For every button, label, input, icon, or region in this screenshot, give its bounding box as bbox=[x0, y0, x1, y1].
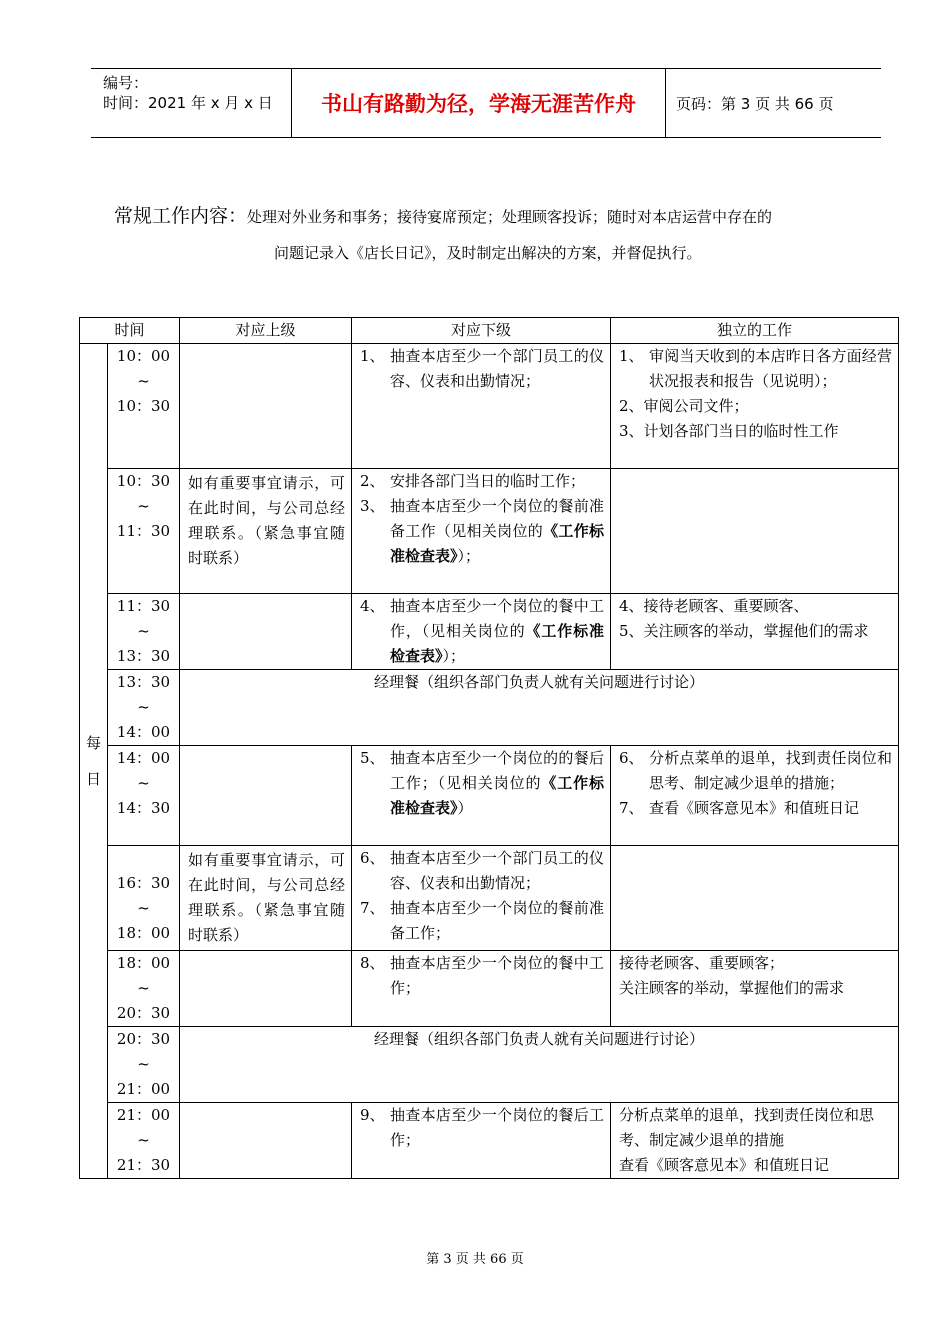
independent-cell bbox=[611, 846, 899, 951]
item-text bbox=[390, 469, 604, 494]
table-row bbox=[80, 1103, 899, 1179]
time-cell bbox=[108, 594, 180, 670]
item-text-tail: ） bbox=[457, 799, 473, 817]
item-number: 4、 bbox=[360, 597, 385, 615]
list-item: 4、接待老顾客、重要顾客、 bbox=[619, 597, 809, 615]
item-number: 3、 bbox=[360, 497, 385, 515]
item-text bbox=[390, 846, 604, 896]
item-text-main: 抽查本店至少一个岗位的餐中工作，（见相关岗位的 bbox=[390, 597, 605, 640]
item-text-main: 抽查本店至少一个岗位的餐后工作； bbox=[390, 1106, 605, 1149]
item-text: 分析点菜单的退单，找到责任岗位和思考、制定减少退单的措施； bbox=[649, 749, 893, 792]
item-text bbox=[390, 746, 604, 821]
item-text-main: 抽查本店至少一个部门员工的仪容、仪表和出勤情况； bbox=[390, 347, 605, 390]
list-item bbox=[352, 846, 610, 896]
daily-label-char: 日 bbox=[85, 770, 101, 788]
time-end: 14：30 bbox=[116, 799, 171, 817]
page-header bbox=[91, 68, 881, 138]
item-text-main: 抽查本店至少一个部门员工的仪容、仪表和出勤情况； bbox=[390, 849, 605, 892]
superior-cell bbox=[180, 1103, 352, 1179]
subordinate-cell bbox=[352, 594, 611, 670]
merged-meal-cell: 经理餐（组织各部门负责人就有关问题进行讨论） bbox=[180, 670, 899, 746]
table-row bbox=[80, 746, 899, 846]
time-start: 18：00 bbox=[116, 954, 171, 972]
list-item bbox=[352, 494, 610, 569]
time-end: 20：30 bbox=[116, 1004, 171, 1022]
time-cell bbox=[108, 1027, 180, 1103]
list-item: 查看《顾客意见本》和值班日记 bbox=[619, 1156, 830, 1174]
item-text bbox=[390, 896, 604, 946]
table-row bbox=[80, 951, 899, 1027]
time-end: 11：30 bbox=[116, 522, 171, 540]
item-number: 7、 bbox=[360, 899, 385, 917]
intro-line1: 处理对外业务和事务；接待宴席预定；处理顾客投诉；随时对本店运营中存在的 bbox=[247, 208, 773, 226]
table-row bbox=[80, 1027, 899, 1103]
superior-cell bbox=[180, 746, 352, 846]
time-start: 16：30 bbox=[116, 874, 171, 892]
table-row bbox=[80, 670, 899, 746]
list-item: 分析点菜单的退单，找到责任岗位和思考、制定减少退单的措施 bbox=[619, 1106, 875, 1149]
list-item bbox=[611, 746, 898, 796]
item-text-main: 抽查本店至少一个岗位的餐前准备工作（见相关岗位的 bbox=[390, 497, 605, 540]
item-text-main: 抽查本店至少一个岗位的的餐后工作；（见相关岗位的 bbox=[390, 749, 605, 792]
item-text bbox=[390, 344, 604, 394]
header-time: 时间 bbox=[80, 318, 180, 344]
superior-cell bbox=[180, 951, 352, 1027]
intro-lead: 常规工作内容： bbox=[114, 205, 248, 227]
table-row bbox=[80, 594, 899, 670]
list-item bbox=[352, 746, 610, 821]
list-item bbox=[352, 896, 610, 946]
time-cell bbox=[108, 469, 180, 594]
table-row bbox=[80, 469, 899, 594]
item-number: 2、 bbox=[360, 472, 385, 490]
time-end: 13：30 bbox=[116, 647, 171, 665]
time-start: 13：30 bbox=[116, 673, 171, 691]
time-tilde: ~ bbox=[137, 899, 150, 917]
time-start: 14：00 bbox=[116, 749, 171, 767]
item-text bbox=[390, 494, 604, 569]
header-independent: 独立的工作 bbox=[611, 318, 899, 344]
item-text: 查看《顾客意见本》和值班日记 bbox=[649, 799, 860, 817]
item-number: 8、 bbox=[360, 954, 385, 972]
time-start: 20：30 bbox=[116, 1030, 171, 1048]
time-cell bbox=[108, 1103, 180, 1179]
time-tilde: ~ bbox=[137, 1055, 150, 1073]
independent-cell bbox=[611, 594, 899, 670]
time-start: 10：30 bbox=[116, 472, 171, 490]
list-item: 2、审阅公司文件； bbox=[619, 397, 749, 415]
subordinate-cell bbox=[352, 1103, 611, 1179]
item-number: 5、 bbox=[360, 749, 385, 767]
time-cell bbox=[108, 746, 180, 846]
list-item bbox=[611, 344, 898, 394]
intro-block bbox=[114, 205, 874, 262]
time-end: 10：30 bbox=[116, 397, 171, 415]
item-text-main: 抽查本店至少一个岗位的餐前准备工作； bbox=[390, 899, 605, 942]
item-text-main: 安排各部门当日的临时工作； bbox=[390, 472, 586, 490]
header-superior: 对应上级 bbox=[180, 318, 352, 344]
superior-cell: 如有重要事宜请示，可在此时间，与公司总经理联系。（紧急事宜随时联系） bbox=[180, 846, 352, 951]
time-end: 21：00 bbox=[116, 1080, 171, 1098]
list-item bbox=[611, 796, 898, 821]
time-start: 10：00 bbox=[116, 347, 171, 365]
time-tilde: ~ bbox=[137, 622, 150, 640]
item-number: 6、 bbox=[360, 849, 385, 867]
time-start: 21：00 bbox=[116, 1106, 171, 1124]
header-motto: 书山有路勤为径，学海无涯苦作舟 bbox=[291, 69, 666, 137]
item-text-main: 抽查本店至少一个岗位的餐中工作； bbox=[390, 954, 605, 997]
time-cell bbox=[108, 846, 180, 951]
schedule-table bbox=[79, 317, 899, 1179]
time-tilde: ~ bbox=[137, 1131, 150, 1149]
merged-meal-cell: 经理餐（组织各部门负责人就有关问题进行讨论） bbox=[180, 1027, 899, 1103]
standard-checklist-ref: 《工作标准检查表》 bbox=[390, 774, 604, 817]
item-text-tail: ）； bbox=[457, 547, 481, 565]
table-row bbox=[80, 344, 899, 469]
standard-checklist-ref: 《工作标准检查表》 bbox=[390, 622, 604, 665]
time-cell bbox=[108, 670, 180, 746]
item-number: 9、 bbox=[360, 1106, 385, 1124]
daily-label-char: 每 bbox=[85, 734, 101, 752]
header-page-info: 页码：第 3 页 共 66 页 bbox=[676, 94, 834, 113]
subordinate-cell bbox=[352, 746, 611, 846]
time-tilde: ~ bbox=[137, 497, 150, 515]
time-cell bbox=[108, 344, 180, 469]
page-footer: 第 3 页 共 66 页 bbox=[426, 1252, 524, 1267]
superior-cell: 如有重要事宜请示，可在此时间，与公司总经理联系。（紧急事宜随时联系） bbox=[180, 469, 352, 594]
independent-cell bbox=[611, 1103, 899, 1179]
list-item bbox=[352, 951, 610, 1001]
list-item: 5、关注顾客的举动，掌握他们的需求 bbox=[619, 622, 869, 640]
time-end: 14：00 bbox=[116, 723, 171, 741]
daily-label bbox=[80, 344, 108, 1179]
list-item bbox=[352, 344, 610, 394]
subordinate-cell bbox=[352, 951, 611, 1027]
item-number: 7、 bbox=[619, 799, 644, 817]
item-number: 1、 bbox=[360, 347, 385, 365]
subordinate-cell bbox=[352, 469, 611, 594]
list-item bbox=[352, 469, 610, 494]
independent-cell bbox=[611, 469, 899, 594]
list-item: 3、计划各部门当日的临时性工作 bbox=[619, 422, 839, 440]
subordinate-cell bbox=[352, 846, 611, 951]
time-cell bbox=[108, 951, 180, 1027]
header-meta bbox=[91, 69, 291, 137]
independent-cell bbox=[611, 951, 899, 1027]
list-item: 接待老顾客、重要顾客； bbox=[619, 954, 785, 972]
item-text bbox=[390, 951, 604, 1001]
time-tilde: ~ bbox=[137, 372, 150, 390]
item-text-tail: ）； bbox=[442, 647, 466, 665]
item-text bbox=[390, 1103, 604, 1153]
time-tilde: ~ bbox=[137, 774, 150, 792]
time-end: 21：30 bbox=[116, 1156, 171, 1174]
item-number: 1、 bbox=[619, 347, 644, 365]
list-item: 关注顾客的举动，掌握他们的需求 bbox=[619, 979, 845, 997]
independent-cell bbox=[611, 746, 899, 846]
intro-line2: 问题记录入《店长日记》，及时制定出解决的方案，并督促执行。 bbox=[274, 244, 702, 262]
time-tilde: ~ bbox=[137, 979, 150, 997]
header-subordinate: 对应下级 bbox=[352, 318, 611, 344]
time-tilde: ~ bbox=[137, 698, 150, 716]
subordinate-cell bbox=[352, 344, 611, 469]
time-label: 时间：2021 年 x 月 x 日 bbox=[103, 94, 273, 112]
item-text bbox=[390, 594, 604, 669]
independent-cell bbox=[611, 344, 899, 469]
table-row bbox=[80, 846, 899, 951]
standard-checklist-ref: 《工作标准检查表》 bbox=[390, 522, 604, 565]
superior-cell bbox=[180, 344, 352, 469]
time-start: 11：30 bbox=[116, 597, 171, 615]
list-item bbox=[352, 594, 610, 669]
superior-cell bbox=[180, 594, 352, 670]
item-number: 6、 bbox=[619, 749, 644, 767]
time-end: 18：00 bbox=[116, 924, 171, 942]
code-label: 编号： bbox=[103, 74, 149, 92]
item-text: 审阅当天收到的本店昨日各方面经营状况报表和报告（见说明）； bbox=[649, 347, 893, 390]
table-header-row bbox=[80, 318, 899, 344]
list-item bbox=[352, 1103, 610, 1153]
